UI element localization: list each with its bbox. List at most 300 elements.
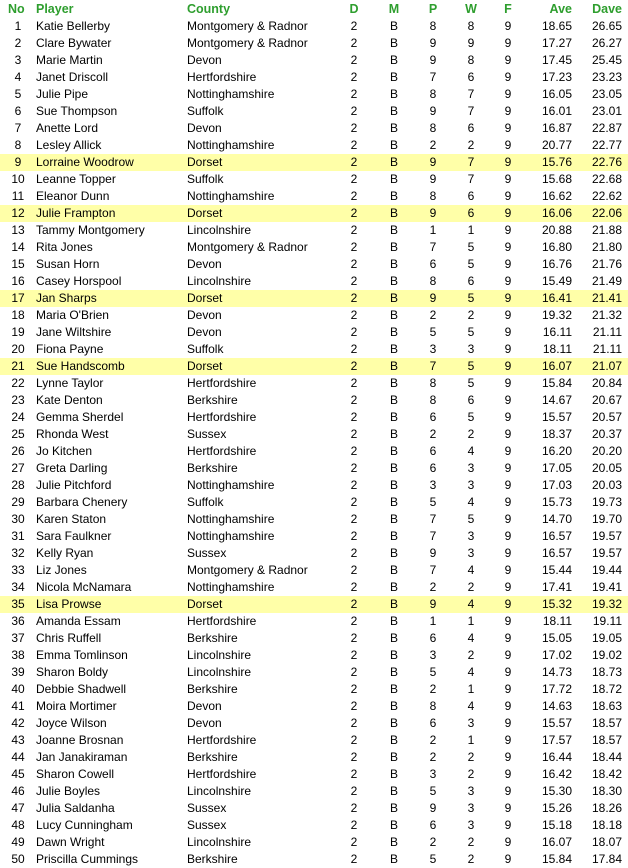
cell-p: 8 [429,87,437,101]
cell-m: B [374,596,414,613]
cell-p: 6 [429,257,437,271]
table-row [0,256,628,273]
cell-w: 3 [467,801,475,815]
cell-f: 9 [504,121,512,135]
cell-d: 2 [350,665,358,679]
cell-player: Kate Denton [36,393,103,407]
cell-d: 2 [350,546,358,560]
cell-f: 9 [504,274,512,288]
cell-county: Sussex [187,427,227,441]
cell-ave: 16.42 [541,767,572,781]
cell-no: 49 [11,835,25,849]
cell-d: 2 [350,614,358,628]
cell-d: 2 [350,342,358,356]
cell-w: 4 [452,596,490,613]
cell-ave: 18.11 [542,614,572,628]
table-row [0,341,628,358]
cell-player: Nicola McNamara [36,580,132,594]
cell-p: 6 [429,631,437,645]
cell-d: 2 [334,205,374,222]
cell-f: 9 [504,614,512,628]
cell-m: B [389,529,398,543]
cell-w: 6 [467,189,475,203]
cell-ave: 16.20 [541,444,572,458]
cell-player: Tammy Montgomery [36,223,145,237]
cell-dave: 19.32 [580,596,628,613]
cell-ave: 17.02 [541,648,572,662]
cell-county: Suffolk [187,172,224,186]
cell-f: 9 [504,342,512,356]
cell-ave: 17.27 [541,36,572,50]
cell-m: B [389,512,398,526]
table-row [0,69,628,86]
cell-d: 2 [350,223,358,237]
cell-ave: 16.80 [541,240,572,254]
header-row [0,0,628,18]
cell-f: 9 [504,546,512,560]
cell-dave: 22.06 [580,205,628,222]
cell-d: 2 [350,699,358,713]
cell-w: 4 [467,631,475,645]
cell-dave: 18.18 [591,818,622,832]
cell-player: Amanda Essam [36,614,121,628]
cell-p: 9 [414,596,452,613]
cell-f: 9 [504,189,512,203]
cell-player: Eleanor Dunn [36,189,110,203]
cell-p: 6 [429,716,437,730]
cell-no: 48 [11,818,25,832]
cell-m: B [389,87,398,101]
cell-dave: 22.62 [591,189,622,203]
cell-ave: 16.07 [541,835,572,849]
cell-no: 33 [11,563,25,577]
cell-f: 9 [504,223,512,237]
cell-player: Joyce Wilson [36,716,107,730]
cell-county: Devon [187,699,222,713]
table-row [0,86,628,103]
cell-no: 37 [11,631,25,645]
cell-county: Sussex [187,546,227,560]
cell-dave: 25.45 [591,53,622,67]
table-row [0,52,628,69]
cell-player: Barbara Chenery [36,495,128,509]
cell-w: 5 [452,290,490,307]
cell-player: Lucy Cunningham [36,818,133,832]
cell-m: B [389,172,398,186]
cell-ave: 15.44 [541,563,572,577]
cell-f: 9 [490,154,526,171]
cell-player: Rhonda West [36,427,109,441]
cell-w: 3 [467,478,475,492]
cell-no: 21 [0,358,36,375]
cell-county: Devon [187,53,222,67]
cell-dave: 19.41 [591,580,622,594]
cell-d: 2 [350,835,358,849]
cell-p: 2 [429,750,437,764]
cell-d: 2 [350,121,358,135]
cell-ave: 16.11 [542,325,572,339]
cell-d: 2 [350,784,358,798]
cell-dave: 18.73 [591,665,622,679]
header-county: County [187,2,231,16]
cell-w: 6 [467,70,475,84]
cell-no: 43 [11,733,25,747]
cell-dave: 21.49 [591,274,622,288]
cell-dave: 21.11 [592,342,622,356]
cell-m: B [389,410,398,424]
cell-w: 7 [467,104,475,118]
cell-d: 2 [350,325,358,339]
cell-ave: 17.03 [541,478,572,492]
cell-no: 2 [14,36,22,50]
cell-ave: 15.68 [541,172,572,186]
cell-ave: 19.32 [541,308,572,322]
cell-m: B [389,580,398,594]
cell-f: 9 [504,784,512,798]
cell-player: Moira Mortimer [36,699,117,713]
cell-ave: 20.77 [541,138,572,152]
cell-no: 45 [11,767,25,781]
cell-d: 2 [350,733,358,747]
cell-ave: 16.05 [541,87,572,101]
cell-player: Lynne Taylor [36,376,104,390]
cell-dave: 21.76 [591,257,622,271]
cell-no: 41 [11,699,25,713]
cell-p: 3 [429,342,437,356]
cell-dave: 21.32 [591,308,622,322]
table-row [0,409,628,426]
cell-no: 13 [11,223,25,237]
cell-p: 9 [429,53,437,67]
cell-player: Julie Boyles [36,784,101,798]
cell-p: 3 [429,767,437,781]
cell-county: Nottinghamshire [187,512,275,526]
cell-m: B [374,290,414,307]
cell-county: Lincolnshire [187,648,252,662]
cell-no: 28 [11,478,25,492]
cell-no: 47 [11,801,25,815]
cell-no: 31 [11,529,25,543]
cell-d: 2 [350,563,358,577]
cell-p: 8 [429,376,437,390]
cell-w: 5 [467,240,475,254]
cell-no: 20 [11,342,25,356]
cell-no: 34 [11,580,25,594]
cell-w: 2 [467,308,475,322]
cell-d: 2 [334,596,374,613]
cell-p: 8 [429,19,437,33]
table-row [0,715,628,732]
cell-county: Berkshire [187,393,238,407]
cell-m: B [389,121,398,135]
cell-ave: 16.01 [541,104,572,118]
cell-dave: 23.01 [591,104,622,118]
cell-ave: 14.63 [541,699,572,713]
cell-ave: 18.37 [541,427,572,441]
cell-m: B [389,767,398,781]
cell-f: 9 [504,818,512,832]
header-no: No [8,2,25,16]
cell-ave: 16.57 [541,529,572,543]
cell-d: 2 [350,19,358,33]
table-row [0,732,628,749]
cell-p: 2 [429,580,437,594]
cell-f: 9 [504,376,512,390]
cell-f: 9 [504,308,512,322]
cell-d: 2 [350,716,358,730]
table-row [0,103,628,120]
cell-county: Dorset [187,205,334,222]
cell-d: 2 [350,512,358,526]
cell-f: 9 [490,596,526,613]
table-row [0,511,628,528]
table-row [0,324,628,341]
cell-p: 2 [429,835,437,849]
cell-p: 5 [429,325,437,339]
table-row [0,477,628,494]
cell-dave: 18.30 [591,784,622,798]
cell-county: Nottinghamshire [187,478,275,492]
cell-m: B [389,342,398,356]
cell-player: Rita Jones [36,240,93,254]
cell-county: Montgomery & Radnor [187,240,308,254]
cell-no: 19 [11,325,25,339]
cell-m: B [389,393,398,407]
cell-player: Jane Wiltshire [36,325,112,339]
cell-f: 9 [504,648,512,662]
table-row [0,18,628,35]
cell-ave: 17.23 [541,70,572,84]
cell-d: 2 [350,750,358,764]
cell-d: 2 [350,257,358,271]
cell-f: 9 [504,138,512,152]
cell-w: 4 [467,495,475,509]
cell-ave: 17.72 [541,682,572,696]
cell-f: 9 [504,750,512,764]
table-row [0,698,628,715]
cell-ave: 14.70 [541,512,572,526]
cell-w: 3 [467,342,475,356]
cell-p: 9 [414,154,452,171]
cell-dave: 18.42 [591,767,622,781]
table-row [0,392,628,409]
cell-dave: 20.20 [591,444,622,458]
cell-dave: 21.88 [591,223,622,237]
cell-player: Liz Jones [36,563,87,577]
cell-m: B [389,53,398,67]
cell-no: 15 [11,257,25,271]
cell-county: Nottinghamshire [187,138,275,152]
cell-f: 9 [504,461,512,475]
cell-d: 2 [350,495,358,509]
cell-m: B [389,648,398,662]
cell-dave: 23.05 [591,87,622,101]
cell-player: Katie Bellerby [36,19,111,33]
cell-no: 10 [11,172,25,186]
cell-county: Devon [187,257,222,271]
cell-w: 2 [467,835,475,849]
cell-d: 2 [350,478,358,492]
cell-m: B [389,138,398,152]
cell-m: B [389,257,398,271]
cell-d: 2 [350,767,358,781]
cell-d: 2 [350,308,358,322]
cell-p: 3 [429,478,437,492]
cell-no: 39 [11,665,25,679]
cell-no: 14 [11,240,25,254]
cell-player: Julie Pipe [36,87,89,101]
cell-d: 2 [350,529,358,543]
table-row [0,222,628,239]
header-ave: Ave [549,2,572,16]
cell-p: 7 [429,563,437,577]
cell-d: 2 [350,240,358,254]
cell-p: 5 [429,665,437,679]
cell-player: Jan Sharps [36,290,187,307]
cell-ave: 18.11 [542,342,572,356]
cell-p: 6 [429,444,437,458]
cell-p: 6 [429,410,437,424]
cell-m: B [389,631,398,645]
cell-f: 9 [504,104,512,118]
cell-d: 2 [350,70,358,84]
cell-county: Lincolnshire [187,784,252,798]
cell-no: 25 [11,427,25,441]
cell-ave: 15.84 [541,376,572,390]
cell-m: B [389,274,398,288]
cell-p: 9 [429,801,437,815]
cell-county: Nottinghamshire [187,580,275,594]
cell-county: Devon [187,121,222,135]
cell-dave: 22.76 [580,154,628,171]
cell-county: Montgomery & Radnor [187,19,308,33]
cell-county: Suffolk [187,342,224,356]
cell-p: 5 [429,852,437,866]
cell-player: Fiona Payne [36,342,104,356]
table-row [0,171,628,188]
table-row [0,817,628,834]
cell-no: 11 [11,189,25,203]
cell-w: 5 [467,325,475,339]
table-row [0,273,628,290]
cell-no: 36 [11,614,25,628]
cell-dave: 18.57 [591,716,622,730]
cell-player: Sara Faulkner [36,529,112,543]
cell-f: 9 [504,87,512,101]
table-row [0,630,628,647]
cell-dave: 23.23 [591,70,622,84]
cell-no: 18 [11,308,25,322]
table-row [0,290,628,307]
cell-p: 8 [429,699,437,713]
cell-dave: 18.26 [591,801,622,815]
cell-w: 6 [467,393,475,407]
cell-player: Janet Driscoll [36,70,109,84]
cell-ave: 16.62 [541,189,572,203]
table-row [0,188,628,205]
cell-ave: 16.41 [526,290,580,307]
cell-dave: 22.87 [591,121,622,135]
cell-dave: 22.77 [591,138,622,152]
cell-county: Hertfordshire [187,767,257,781]
cell-d: 2 [350,801,358,815]
cell-w: 2 [467,138,475,152]
cell-d: 2 [350,274,358,288]
cell-county: Lincolnshire [187,835,252,849]
cell-p: 8 [429,393,437,407]
cell-d: 2 [350,580,358,594]
cell-d: 2 [350,189,358,203]
cell-ave: 15.57 [541,716,572,730]
cell-w: 4 [467,699,475,713]
cell-f: 9 [504,53,512,67]
cell-m: B [389,682,398,696]
cell-no: 27 [11,461,25,475]
cell-player: Julie Pitchford [36,478,112,492]
cell-w: 1 [467,682,475,696]
cell-dave: 19.70 [591,512,622,526]
cell-player: Lesley Allick [36,138,102,152]
table-row [0,137,628,154]
cell-dave: 20.67 [591,393,622,407]
cell-dave: 21.80 [591,240,622,254]
table-row [0,205,628,222]
cell-w: 3 [467,716,475,730]
cell-player: Sue Thompson [36,104,118,118]
cell-m: B [389,104,398,118]
cell-county: Devon [187,716,222,730]
cell-dave: 19.57 [591,546,622,560]
cell-w: 6 [452,205,490,222]
table-row [0,545,628,562]
cell-w: 8 [467,53,475,67]
cell-w: 7 [452,154,490,171]
cell-f: 9 [504,699,512,713]
cell-w: 6 [467,121,475,135]
cell-player: Greta Darling [36,461,108,475]
cell-ave: 17.45 [541,53,572,67]
cell-county: Lincolnshire [187,223,252,237]
cell-d: 2 [350,648,358,662]
cell-w: 5 [467,410,475,424]
cell-p: 8 [429,274,437,288]
cell-m: B [374,358,414,375]
cell-f: 9 [504,801,512,815]
cell-w: 5 [467,257,475,271]
header-dave: Dave [592,2,622,16]
cell-no: 32 [11,546,25,560]
cell-f: 9 [504,767,512,781]
cell-w: 2 [467,648,475,662]
cell-p: 2 [429,682,437,696]
cell-dave: 26.27 [591,36,622,50]
cell-f: 9 [504,665,512,679]
cell-dave: 19.02 [591,648,622,662]
cell-county: Nottinghamshire [187,189,275,203]
cell-ave: 15.05 [541,631,572,645]
cell-p: 9 [414,205,452,222]
cell-m: B [389,716,398,730]
cell-w: 4 [467,665,475,679]
table-row [0,426,628,443]
cell-p: 8 [429,121,437,135]
cell-p: 9 [414,290,452,307]
cell-player: Emma Tomlinson [36,648,128,662]
table-row [0,494,628,511]
cell-ave: 15.32 [526,596,580,613]
cell-w: 7 [467,87,475,101]
cell-m: B [389,19,398,33]
